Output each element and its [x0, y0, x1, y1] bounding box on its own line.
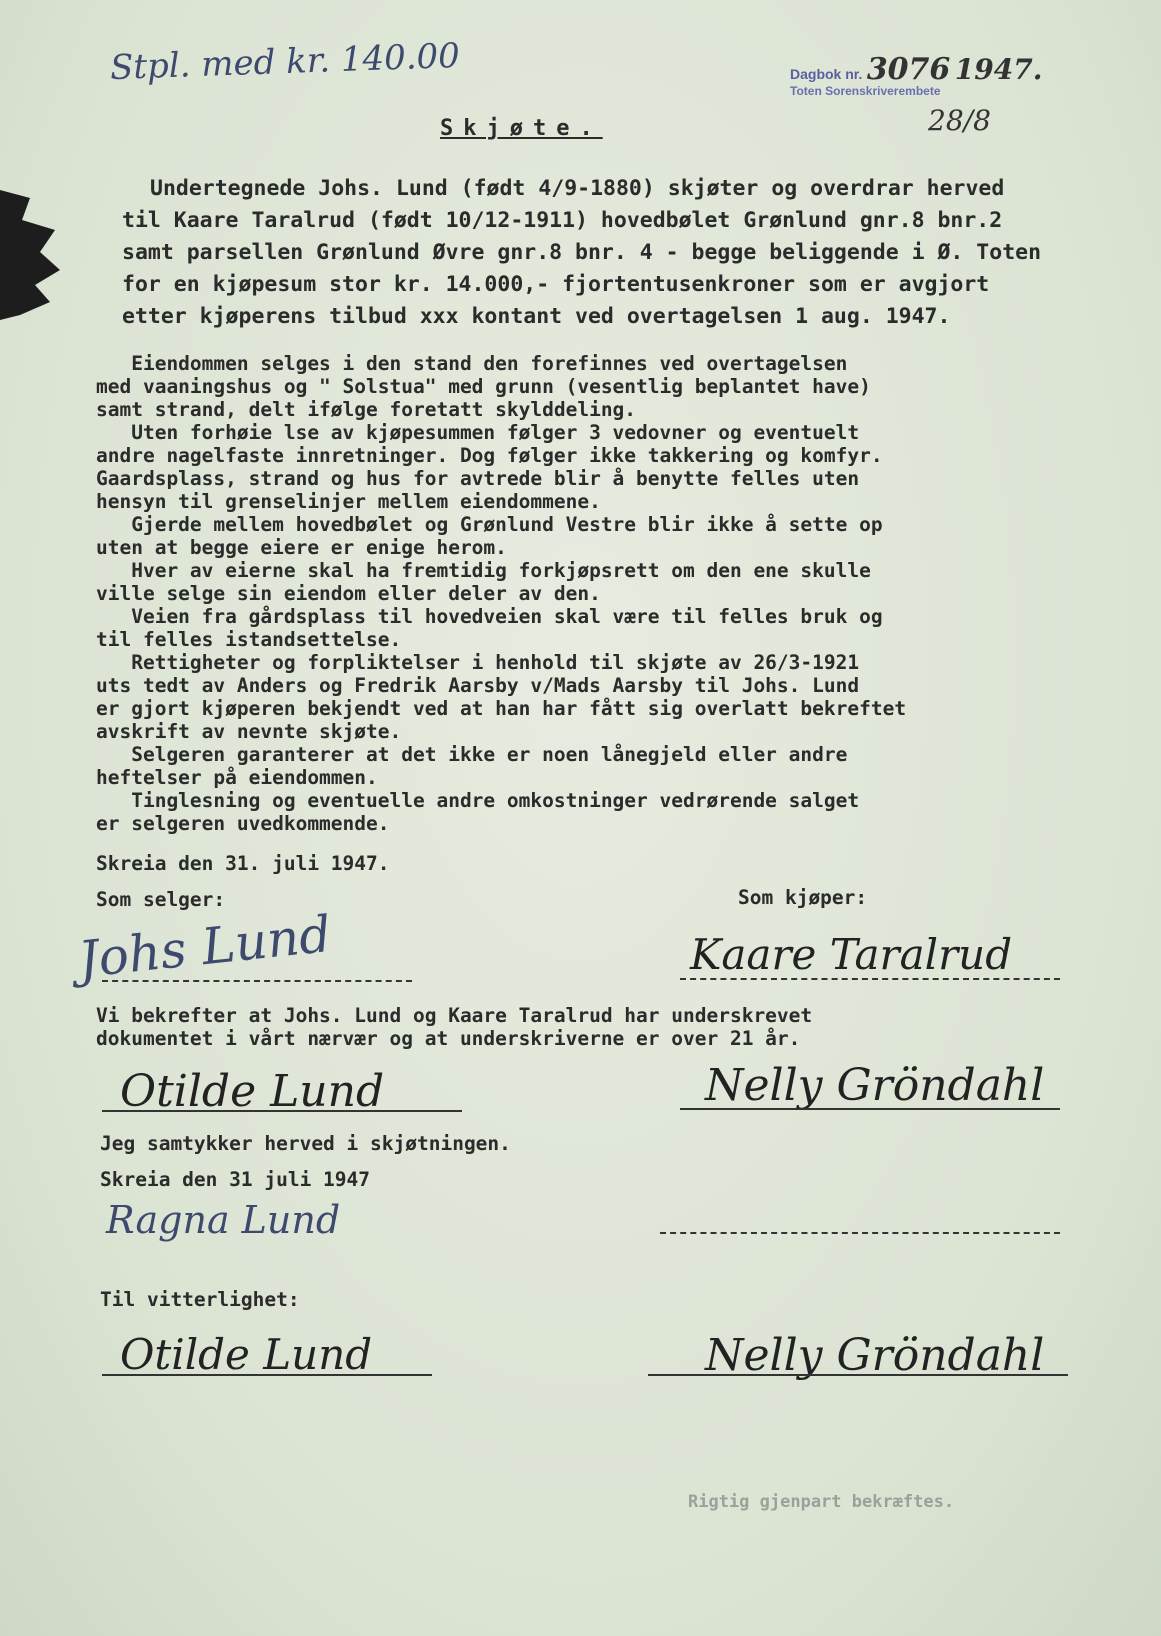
- office-stamp: Toten Sorenskriverembete: [790, 84, 941, 98]
- consent-date: Skreia den 31 juli 1947: [100, 1168, 371, 1191]
- seller-signature: Johs Lund: [75, 904, 334, 990]
- body-line-4: Uten forhøie lse av kjøpesummen følger 3 vedovner og eventuelt: [96, 421, 860, 444]
- intro-line-1: Undertegnede Johs. Lund (født 4/9-1880) skjøter og overdrar herved: [150, 176, 1005, 201]
- body-line-17: avskrift av nevnte skjøte.: [96, 720, 402, 743]
- body-line-7: hensyn til grenselinjer mellem eiendommene.: [96, 490, 601, 513]
- body-line-15: uts tedt av Anders og Fredrik Aarsby v/Mads Aarsby til Johs. Lund: [96, 674, 860, 697]
- seller-label: Som selger:: [96, 888, 226, 911]
- intro-line-3: samt parsellen Grønlund Øvre gnr.8 bnr. 4 - begge beliggende i Ø. Toten: [122, 240, 1042, 265]
- witness2-signature: Nelly Gröndahl: [705, 1060, 1045, 1111]
- witness-line-1: Vi bekrefter at Johs. Lund og Kaare Taralrud har underskrevet: [96, 1004, 813, 1027]
- body-line-19: heftelser på eiendommen.: [96, 766, 378, 789]
- footer-certification: Rigtig gjenpart bekræftes.: [688, 1492, 955, 1512]
- intro-line-4: for en kjøpesum stor kr. 14.000,- fjortentusenkroner som er avgjort: [122, 272, 990, 297]
- dagbok-stamp: [790, 52, 1042, 87]
- dagbok-number: 3076: [866, 52, 951, 87]
- dagbok-year: 1947.: [954, 53, 1043, 86]
- witness1-signature: Otilde Lund: [120, 1066, 385, 1117]
- witness-line-2: dokumentet i vårt nærvær og at underskriverne er over 21 år.: [96, 1027, 801, 1050]
- body-line-16: er gjort kjøperen bekjendt ved at han har fått sig overlatt bekreftet: [96, 697, 907, 720]
- torn-edge-mark: [0, 190, 70, 320]
- body-line-6: Gaardsplass, strand og hus for avtrede blir å benytte felles uten: [96, 467, 860, 490]
- place-date: Skreia den 31. juli 1947.: [96, 852, 390, 875]
- body-line-13: til felles istandsettelse.: [96, 628, 402, 651]
- body-line-14: Rettigheter og forpliktelser i henhold til skjøte av 26/3-1921: [96, 651, 860, 674]
- vitterlighet-signature-line-2: [648, 1374, 1068, 1376]
- intro-line-5: etter kjøperens tilbud xxx kontant ved overtagelsen 1 aug. 1947.: [122, 304, 951, 329]
- vitterlighet-label: Til vitterlighet:: [100, 1288, 300, 1311]
- vitterlighet-signature-1: Otilde Lund: [120, 1330, 373, 1379]
- seller-signature-line: [102, 980, 412, 982]
- buyer-signature: Kaare Taralrud: [690, 930, 1013, 979]
- body-line-2: med vaaningshus og " Solstua" med grunn (vesentlig beplantet have): [96, 375, 871, 398]
- dagbok-label: Dagbok nr.: [790, 66, 863, 82]
- stamp-duty-note: Stpl. med kr. 140.00: [109, 35, 461, 89]
- witness1-signature-line: [102, 1110, 462, 1112]
- body-line-18: Selgeren garanterer at det ikke er noen lånegjeld eller andre: [96, 743, 848, 766]
- witness2-signature-line: [680, 1108, 1060, 1110]
- buyer-label: Som kjøper:: [738, 886, 868, 909]
- buyer-signature-line: [680, 978, 1060, 980]
- registration-date: 28/8: [928, 104, 991, 137]
- body-line-3: samt strand, delt ifølge foretatt skylddeling.: [96, 398, 637, 421]
- consent-signature: Ragna Lund: [106, 1198, 341, 1242]
- body-line-21: er selgeren uvedkommende.: [96, 812, 390, 835]
- body-line-20: Tinglesning og eventuelle andre omkostninger vedrørende salget: [96, 789, 860, 812]
- body-line-5: andre nagelfaste innretninger. Dog følger ikke takkering og komfyr.: [96, 444, 883, 467]
- document-title: Skjøte.: [440, 116, 603, 141]
- consent-text: Jeg samtykker herved i skjøtningen.: [100, 1132, 511, 1155]
- body-line-8: Gjerde mellem hovedbølet og Grønlund Vestre blir ikke å sette op: [96, 513, 883, 536]
- body-line-11: ville selge sin eiendom eller deler av den.: [96, 582, 601, 605]
- vitterlighet-signature-2: Nelly Gröndahl: [705, 1330, 1045, 1381]
- intro-line-2: til Kaare Taralrud (født 10/12-1911) hovedbølet Grønlund gnr.8 bnr.2: [122, 208, 1003, 233]
- consent-right-line: [660, 1232, 1060, 1234]
- body-line-12: Veien fra gårdsplass til hovedveien skal være til felles bruk og: [96, 605, 883, 628]
- body-line-1: Eiendommen selges i den stand den forefinnes ved overtagelsen: [96, 352, 848, 375]
- body-line-9: uten at begge eiere er enige herom.: [96, 536, 507, 559]
- vitterlighet-signature-line-1: [102, 1374, 432, 1376]
- body-line-10: Hver av eierne skal ha fremtidig forkjøpsrett om den ene skulle: [96, 559, 871, 582]
